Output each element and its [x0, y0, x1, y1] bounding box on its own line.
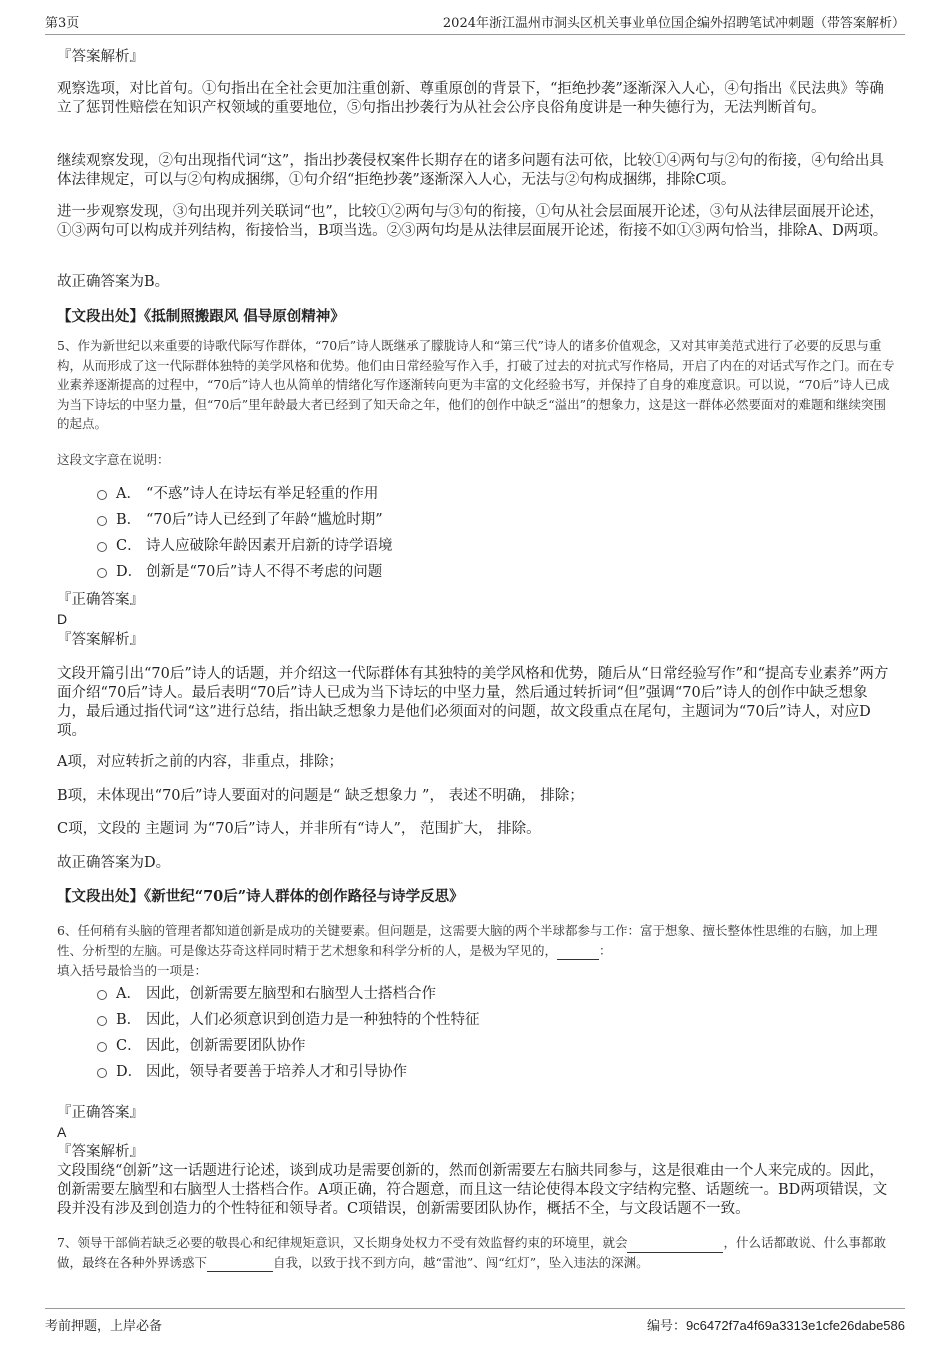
page-number: 第3页	[45, 16, 80, 31]
radio-icon[interactable]	[97, 1016, 107, 1026]
option-letter: A．	[116, 986, 141, 1002]
option-text: 因此，人们必须意识到创造力是一种独特的个性特征	[146, 1012, 480, 1028]
question-prompt: 这段文字意在说明：	[57, 452, 170, 467]
document-title: 2024年浙江温州市洞头区机关事业单位国企编外招聘笔试冲刺题（带答案解析）	[442, 16, 905, 31]
question-stem	[57, 921, 897, 960]
final-answer: 故正确答案为D。	[57, 855, 171, 871]
question-stem-end: ：	[599, 942, 612, 958]
analysis-paragraph: 文段围绕“创新”这一话题进行论述，谈到成功是需要创新的，然而创新需要左右脑共同参与，这是很难由一个人来完成的。因此，创新需要左脑型和右脑型人士搭档合作。A项正确，符合题意，而且这一结论使得本段文字结构完整、话题统一。BD两项错误，文段并没有涉及到创造力的个性特征和领导者。C项错误，创新需要团队协作，概括不全，与文段话题不一致。	[57, 1163, 888, 1217]
final-answer: 故正确答案为B。	[57, 274, 170, 290]
answer-blank[interactable]	[627, 1252, 723, 1253]
option-letter: B．	[116, 1012, 142, 1028]
correct-answer: A	[57, 1124, 67, 1140]
code-value: 9c6472f7a4f69a3313e1cfe26dabe586	[685, 1318, 905, 1333]
code-label: 编号：	[646, 1319, 686, 1334]
option-text: 因此，创新需要左脑型和右脑型人士搭档合作	[146, 986, 436, 1002]
option-text: 因此，领导者要善于培养人才和引导协作	[146, 1064, 407, 1080]
page-footer	[45, 1308, 905, 1335]
question-stem: 5、作为新世纪以来重要的诗歌代际写作群体，“70后”诗人既继承了朦胧诗人和“第三代”诗人的诸多价值观念，又对其审美范式进行了必要的反思与重构，从而形成了这一代际群体独特的美学风格和优势。他们由日常经验写作入手，打破了过去的对抗式写作格局，开启了内在的对话式写作之门。而在专业素养逐渐提高的过程中，“70后”诗人也从简单的情绪化写作逐渐转向更为丰富的文化经验书写，并保持了自身的难度意识。可以说，“70后”诗人已成为当下诗坛的中坚力量，但“70后”里年龄最大者已经到了知天命之年，他们的创作中缺乏“溢出”的想象力，这是这一群体必然要面对的难题和继续突围的起点。	[57, 338, 895, 432]
question-stem-text: ，什么话都敢说、什么事都敢做，最终在各种外界诱惑下	[57, 1235, 886, 1270]
question-stem-text: 自我，以致于找不到方向，越“雷池”、闯“红灯”，坠入违法的深渊。	[273, 1254, 649, 1270]
radio-icon[interactable]	[97, 490, 107, 500]
analysis-paragraph: 文段开篇引出“70后”诗人的话题，并介绍这一代际群体有其独特的美学风格和优势，随后从“日常经验写作”和“提高专业素养”两方面介绍“70后”诗人。最后表明“70后”诗人已成为当下诗坛的中坚力量，然后通过转折词“但”强调“70后”诗人的创作中缺乏想象力，最后通过指代词“这”进行总结，指出缺乏想象力是他们必须面对的问题，故文段重点在尾句，主题词为“70后”诗人，对应D项。	[57, 666, 889, 739]
option-text: 诗人应破除年龄因素开启新的诗学语境	[146, 538, 393, 554]
option-a[interactable]	[97, 484, 378, 504]
option-d[interactable]	[97, 562, 382, 582]
analysis-label: 『答案解析』	[57, 632, 144, 648]
option-text: “70后”诗人已经到了年龄“尴尬时期”	[146, 512, 383, 528]
option-text: “不惑”诗人在诗坛有举足轻重的作用	[146, 486, 379, 502]
option-a[interactable]	[97, 984, 436, 1004]
answer-blank[interactable]	[207, 1271, 273, 1272]
analysis-paragraph: A项，对应转折之前的内容，非重点，排除；	[57, 754, 343, 770]
analysis-paragraph: C项，文段的 主题词 为“70后”诗人，并非所有“诗人”， 范围扩大， 排除。	[57, 821, 541, 837]
correct-answer: D	[57, 611, 68, 627]
analysis-paragraph: B项，未体现出“70后”诗人要面对的问题是“ 缺乏想象力 ”， 表述不明确， 排除；	[57, 788, 584, 804]
option-b[interactable]	[97, 1010, 480, 1030]
analysis-paragraph: 进一步观察发现，③句出现并列关联词“也”，比较①②两句与③句的衔接，①句从社会层面展开论述，③句从法律层面展开论述，①③两句可以构成并列结构，衔接恰当，B项当选。②③两句均是从法律层面展开论述，衔接不如①③两句恰当，排除A、D两项。	[57, 204, 888, 239]
analysis-paragraph: 继续观察发现，②句出现指代词“这”，指出抄袭侵权案件长期存在的诸多问题有法可依，比较①④两句与②句的衔接，④句给出具体法律规定，可以与②句构成捆绑，①句介绍“拒绝抄袭”逐渐深入人心，无法与②句构成捆绑，排除C项。	[57, 153, 884, 188]
option-letter: C．	[116, 1038, 142, 1054]
option-b[interactable]	[97, 510, 383, 530]
source-citation: 【文段出处】《新世纪“70后”诗人群体的创作路径与诗学反思》	[57, 888, 464, 905]
radio-icon[interactable]	[97, 516, 107, 526]
radio-icon[interactable]	[97, 990, 107, 1000]
radio-icon[interactable]	[97, 1068, 107, 1078]
answer-label: 『正确答案』	[57, 592, 144, 608]
option-c[interactable]	[97, 1036, 306, 1056]
question-prompt: 填入括号最恰当的一项是：	[57, 963, 208, 978]
footer-slogan: 考前押题，上岸必备	[45, 1319, 163, 1334]
source-citation: 【文段出处】《抵制照搬跟风 倡导原创精神》	[57, 308, 345, 325]
question-stem-text: 6、任何稍有头脑的管理者都知道创新是成功的关键要素。但问题是，这需要大脑的两个半球都参与工作：富于想象、擅长整体性思维的右脑，加上理性、分析型的左脑。可是像达芬奇这样同时精于艺术想象和科学分析的人，是极为罕见的，	[57, 923, 878, 958]
question-stem	[57, 1233, 897, 1272]
document-code	[647, 1315, 905, 1334]
option-letter: C．	[116, 538, 142, 554]
option-text: 因此，创新需要团队协作	[146, 1038, 306, 1054]
analysis-label: 『答案解析』	[57, 1144, 144, 1160]
radio-icon[interactable]	[97, 568, 107, 578]
option-letter: B．	[116, 512, 142, 528]
option-letter: D．	[116, 564, 143, 580]
radio-icon[interactable]	[97, 1042, 107, 1052]
option-c[interactable]	[97, 536, 393, 556]
question-stem-text: 7、领导干部倘若缺乏必要的敬畏心和纪律规矩意识，又长期身处权力不受有效监督约束的环境里，就会	[57, 1235, 628, 1250]
analysis-label: 『答案解析』	[57, 49, 144, 65]
option-text: 创新是“70后”诗人不得不考虑的问题	[146, 564, 383, 580]
option-letter: D．	[116, 1064, 143, 1080]
answer-label: 『正确答案』	[57, 1105, 144, 1121]
radio-icon[interactable]	[97, 542, 107, 552]
option-letter: A．	[116, 486, 141, 502]
option-d[interactable]	[97, 1062, 407, 1082]
analysis-paragraph: 观察选项，对比首句。①句指出在全社会更加注重创新、尊重原创的背景下，“拒绝抄袭”逐渐深入人心，④句指出《民法典》等确立了惩罚性赔偿在知识产权领域的重要地位，⑤句指出抄袭行为从社会公序良俗角度讲是一种失德行为，无法判断首句。	[57, 81, 884, 116]
page-header	[45, 12, 905, 35]
